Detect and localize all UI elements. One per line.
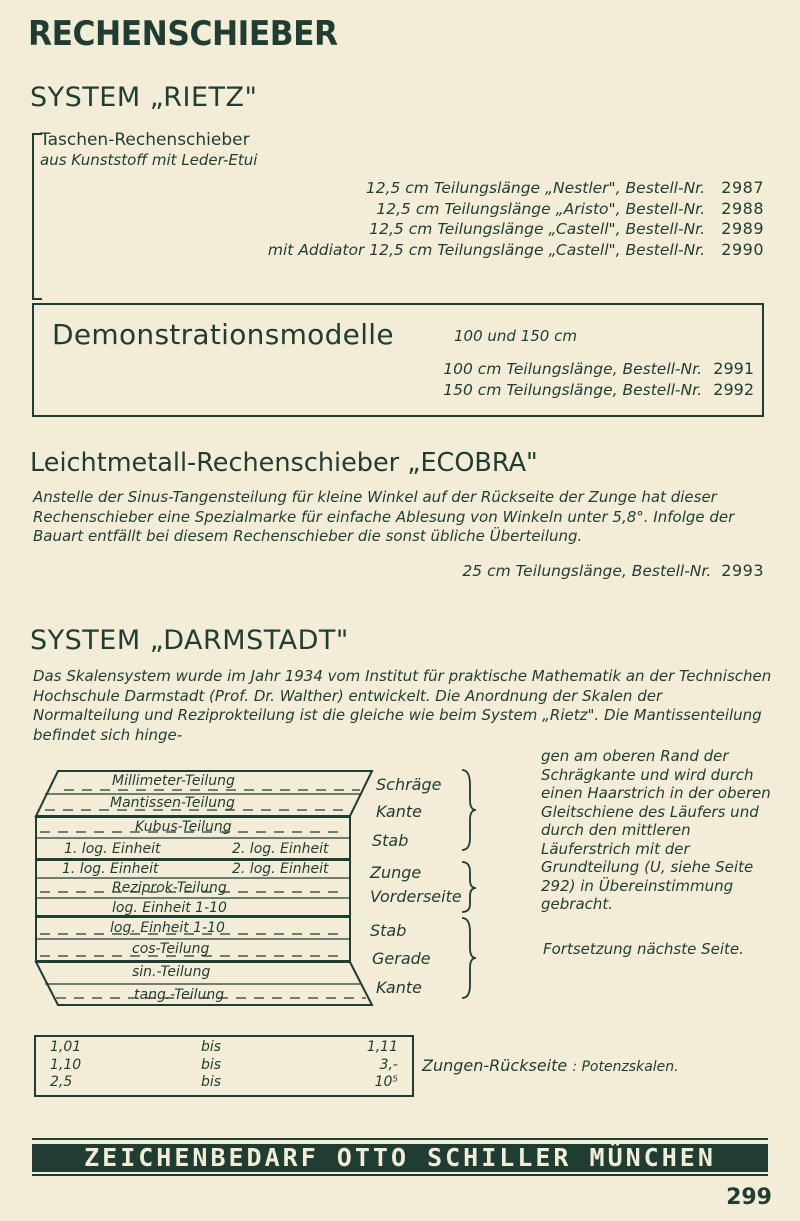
table-cell: bis	[201, 1074, 222, 1090]
side-label: Vorderseite	[370, 887, 462, 906]
side-label: Schräge	[376, 775, 442, 794]
side-label: Kante	[376, 978, 422, 997]
order-text: 12,5 cm Teilungslänge „Nestler", Bestell-Nr.	[365, 179, 706, 197]
table-cell: 3,-	[379, 1057, 398, 1073]
footer-rule-bottom	[32, 1174, 768, 1176]
table-row	[36, 1039, 412, 1056]
brace-middle	[462, 862, 476, 912]
order-number: 2992	[713, 379, 754, 399]
scale-label: Kubus-Teilung	[135, 819, 232, 835]
order-text: mit Addiator 12,5 cm Teilungslänge „Castell", Bestell-Nr.	[267, 240, 706, 259]
scale-label: 1. log. Einheit	[64, 841, 161, 857]
scale-label: 2. log. Einheit	[232, 861, 329, 877]
side-label: Zunge	[370, 863, 422, 882]
ecobra-heading: Leichtmetall-Rechenschieber „ECOBRA"	[30, 448, 538, 478]
scale-label: 2. log. Einheit	[232, 841, 329, 857]
scale-label: Reziprok-Teilung	[112, 880, 227, 896]
table-label-main: Zungen-Rückseite	[422, 1056, 568, 1075]
order-text: 100 cm Teilungslänge, Bestell-Nr.	[443, 360, 702, 378]
order-text: 12,5 cm Teilungslänge „Aristo", Bestell-Nr.	[376, 199, 706, 218]
footer-rule-top	[32, 1138, 768, 1140]
table-row	[36, 1057, 412, 1074]
table-cell: 1,01	[50, 1039, 82, 1055]
brace-upper	[462, 770, 476, 850]
table-cell: 1,11	[366, 1039, 398, 1055]
continued-note: Fortsetzung nächste Seite.	[543, 940, 744, 958]
darmstadt-side-text: gen am oberen Rand der Schrägkante und wird durch einen Haarstrich in der oberen Gleitschiene des Läufers und durch den mittleren Läuferstrich mit der Grundteilung (U, siehe Seite 292) in Übereinstimmung gebracht.	[541, 747, 771, 913]
side-label: Stab	[372, 831, 409, 850]
darmstadt-text: Das Skalensystem wurde im Jahr 1934 vom Institut für praktische Mathematik an der Technischen Hochschule Darmstadt (Prof. Dr. Walther) entwickelt. Die Anordnung der Skalen der Normalteilung und Reziprokteilung ist die gleiche wie beim System „Rietz". Die Mantissenteilung befindet sich hinge-	[33, 667, 772, 744]
order-number: 2990	[721, 239, 764, 259]
scale-label: sin.-Teilung	[132, 964, 211, 980]
table-cell: 2,5	[50, 1074, 73, 1090]
scale-label: log. Einheit 1-10	[112, 900, 227, 916]
darmstadt-heading: SYSTEM „DARMSTADT"	[30, 625, 349, 656]
side-label: Gerade	[372, 949, 431, 968]
scale-label: 1. log. Einheit	[62, 861, 159, 877]
order-number: 2991	[713, 359, 754, 378]
table-cell: bis	[201, 1057, 222, 1073]
order-number: 2993	[721, 561, 764, 580]
brace-lower	[462, 918, 476, 998]
page-title: RECHENSCHIEBER	[28, 14, 338, 54]
rietz-material: aus Kunststoff mit Leder-Etui	[40, 151, 258, 169]
power-scale-table	[34, 1035, 414, 1097]
table-cell: 1,10	[50, 1057, 82, 1073]
rietz-heading: SYSTEM „RIETZ"	[30, 82, 258, 113]
scale-label: cos-Teilung	[132, 941, 210, 957]
order-number: 2987	[721, 178, 764, 197]
side-label: Kante	[376, 802, 422, 821]
order-text: 25 cm Teilungslänge, Bestell-Nr.	[462, 562, 712, 580]
scale-label: Mantissen-Teilung	[110, 795, 235, 811]
side-label: Stab	[370, 921, 407, 940]
order-text: 150 cm Teilungslänge, Bestell-Nr.	[443, 380, 702, 399]
table-cell: 10⁵	[374, 1074, 398, 1090]
table-label-suffix: : Potenzskalen.	[572, 1059, 679, 1075]
scale-label: tang.-Teilung	[134, 987, 225, 1003]
table-row	[36, 1074, 412, 1091]
rietz-product: Taschen-Rechenschieber	[40, 130, 250, 150]
scale-label: log. Einheit 1-10	[110, 920, 225, 936]
order-number: 2988	[721, 198, 764, 218]
scale-label: Millimeter-Teilung	[112, 773, 235, 789]
table-label	[422, 1056, 679, 1075]
page-number: 299	[726, 1185, 772, 1210]
demo-title: Demonstrationsmodelle	[52, 318, 394, 351]
order-text: 12,5 cm Teilungslänge „Castell", Bestell-Nr.	[369, 220, 706, 238]
table-cell: bis	[201, 1039, 222, 1055]
order-number: 2989	[721, 219, 764, 238]
ecobra-text: Anstelle der Sinus-Tangensteilung für kleine Winkel auf der Rückseite der Zunge hat dieser Rechenschieber eine Spezialmarke für einfache Ablesung von Winkeln unter 5,8°. Infolge der Bauart entfällt bei diesem Rechenschieber die sonst übliche Überteilung.	[33, 488, 735, 545]
footer-banner: ZEICHENBEDARF OTTO SCHILLER MÜNCHEN	[32, 1144, 768, 1172]
demo-sizes: 100 und 150 cm	[454, 327, 577, 345]
